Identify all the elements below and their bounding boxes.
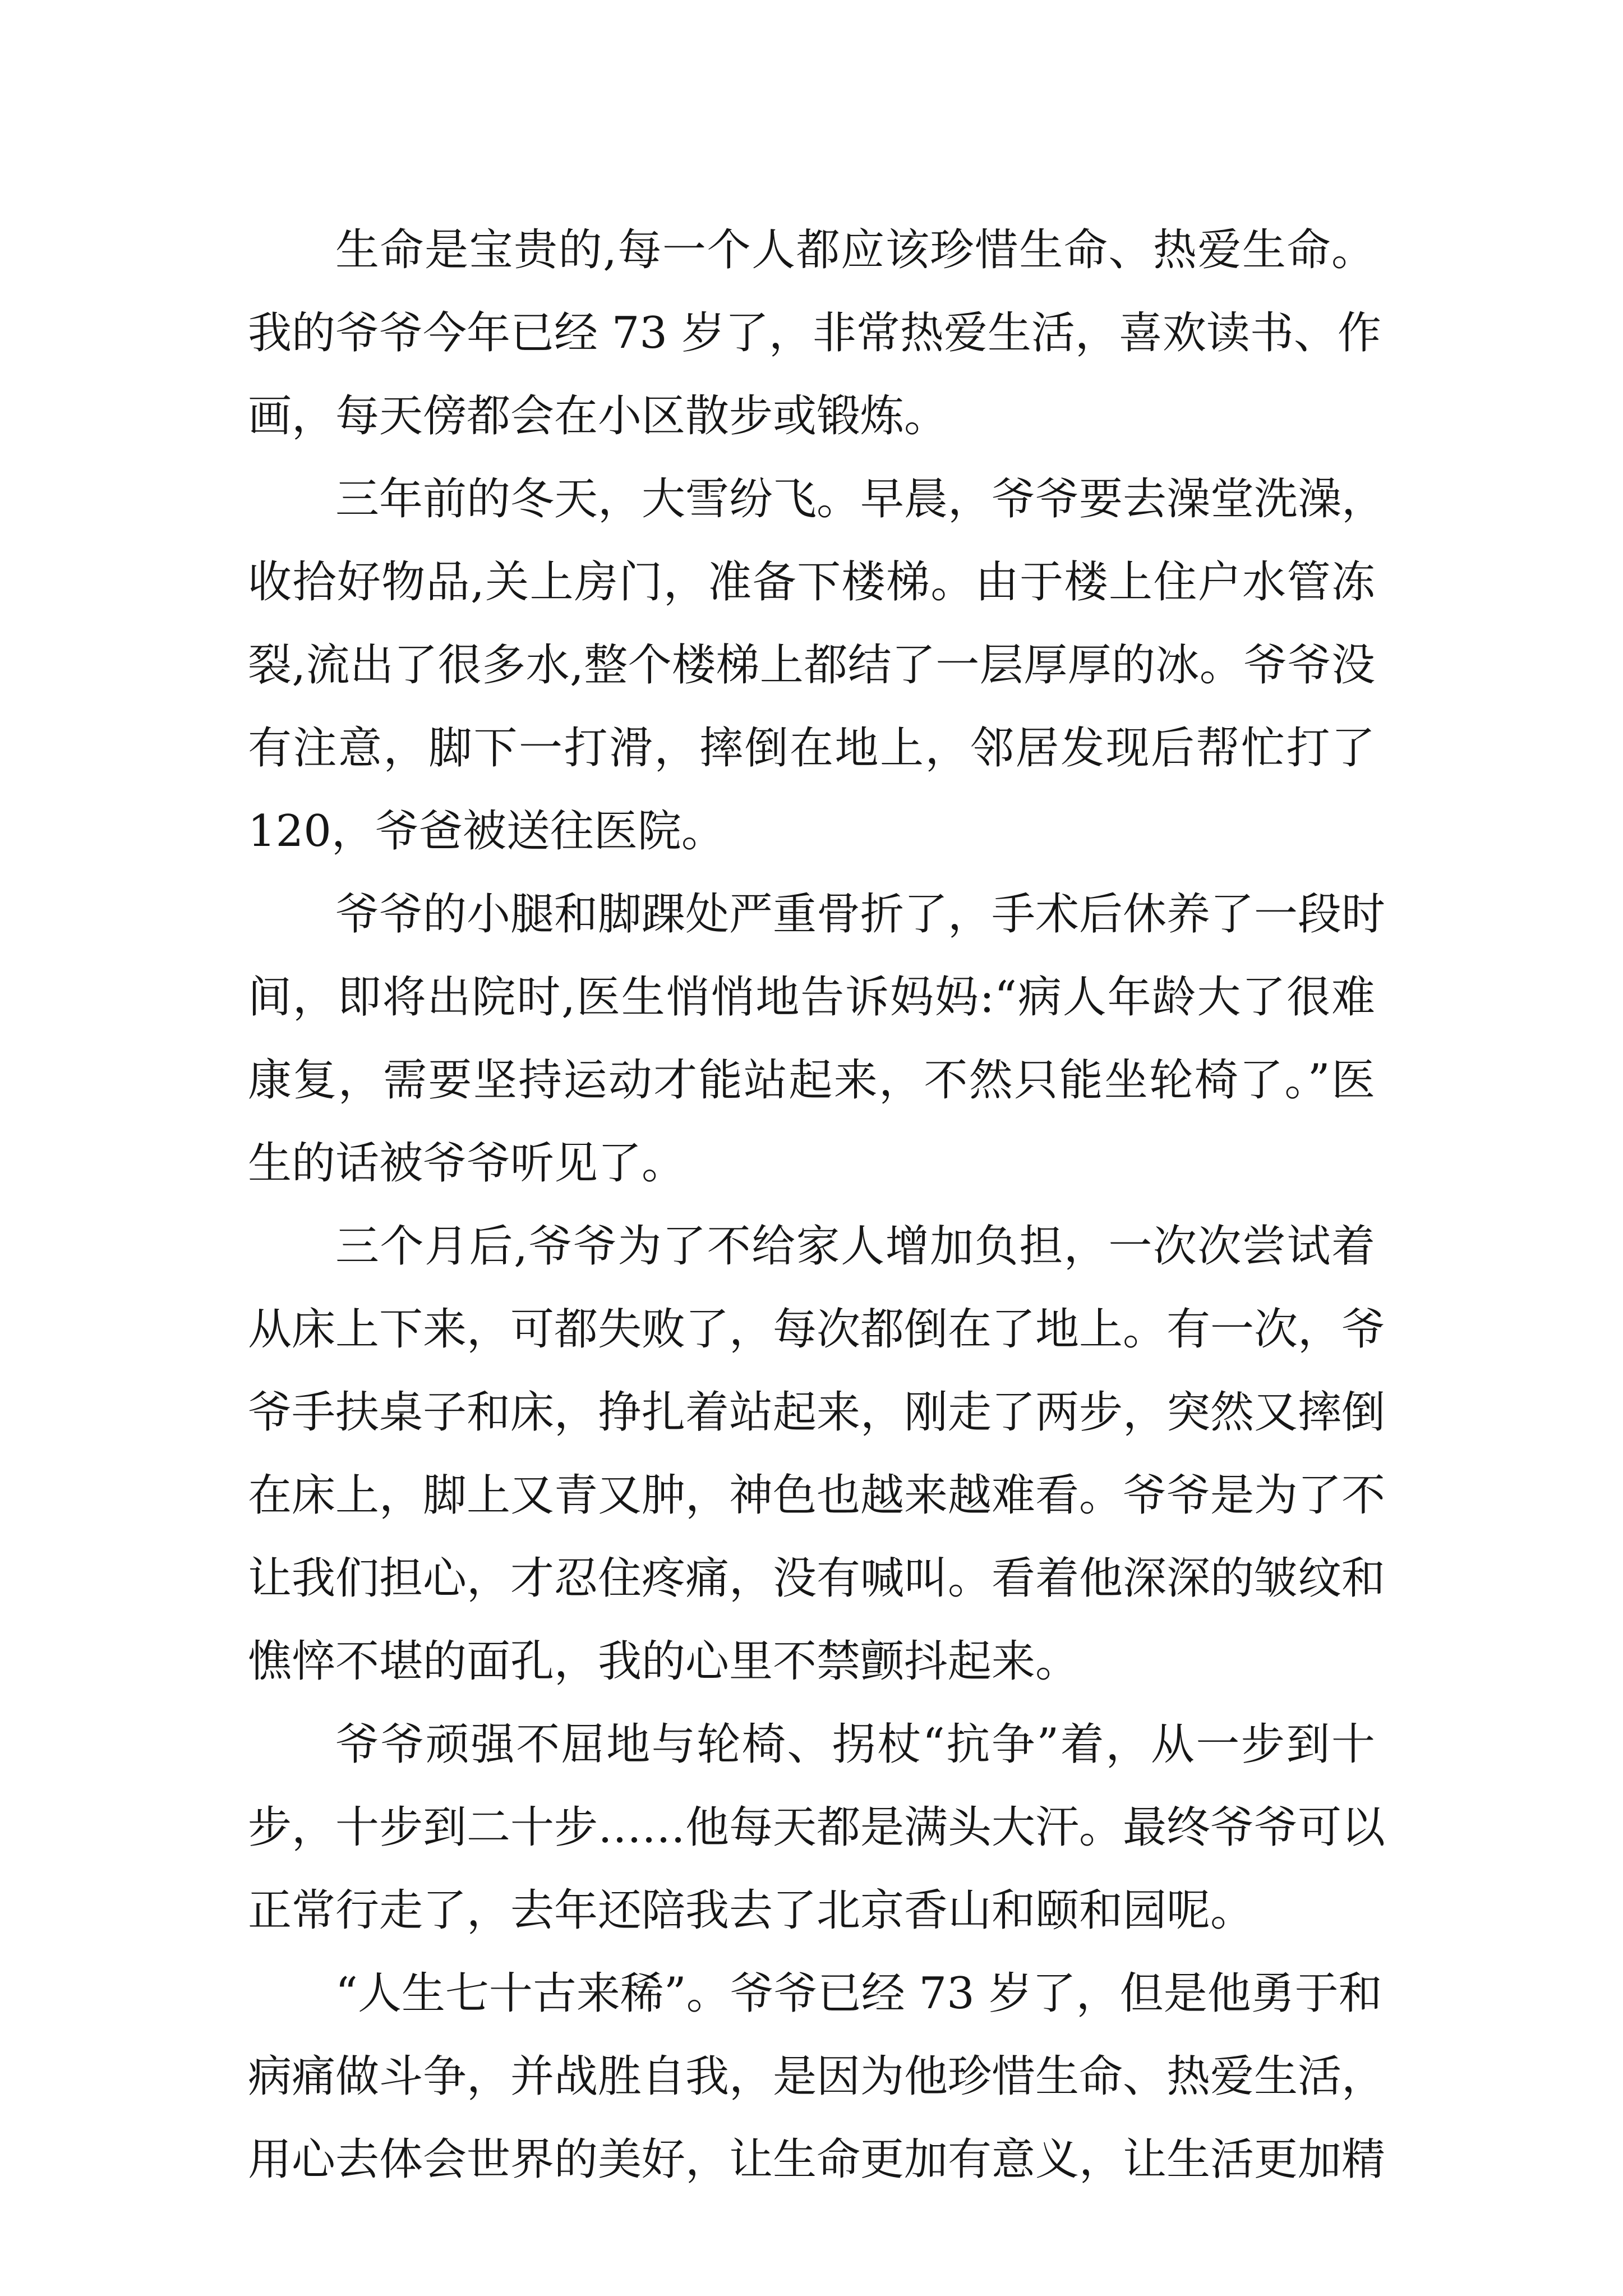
- text-line: 间，即将出院时,医生悄悄地告诉妈妈:“病人年龄大了很难: [248, 972, 1375, 1023]
- body-text: [248, 209, 1386, 2201]
- text-line: 120，爷爸被送往医院。: [248, 806, 725, 857]
- text-line: 收拾好物品,关上房门，准备下楼梯。由于楼上住户水管冻: [248, 557, 1375, 608]
- text-line: 在床上，脚上又青又肿，神色也越来越难看。爷爷是为了不: [248, 1470, 1386, 1521]
- text-line: 爷爷顽强不屈地与轮椅、拐杖“抗争”着，从一步到十: [335, 1719, 1375, 1770]
- paragraph: [248, 458, 1386, 873]
- text-line: 从床上下来，可都失败了，每次都倒在了地上。有一次，爷: [248, 1304, 1386, 1355]
- paragraph: [248, 209, 1381, 458]
- text-line: 有注意，脚下一打滑，摔倒在地上，邻居发现后帮忙打了: [248, 723, 1375, 774]
- text-line: “人生七十古来稀”。爷爷已经 73 岁了，但是他勇于和: [335, 1968, 1382, 2019]
- text-line: 病痛做斗争，并战胜自我，是因为他珍惜生命、热爱生活，: [248, 2051, 1386, 2102]
- paragraph: [248, 873, 1386, 1205]
- paragraph: [248, 1703, 1386, 1952]
- text-line: 憔悴不堪的面孔，我的心里不禁颤抖起来。: [248, 1636, 1080, 1687]
- text-line: 步，十步到二十步……他每天都是满头大汗。最终爷爷可以: [248, 1802, 1386, 1853]
- paragraph: [248, 1205, 1386, 1703]
- text-line: 正常行走了，去年还陪我去了北京香山和颐和园呢。: [248, 1885, 1255, 1936]
- paragraph: [248, 1952, 1386, 2201]
- text-line: 画，每天傍都会在小区散步或锻炼。: [248, 391, 948, 441]
- text-line: 三个月后,爷爷为了不给家人增加负担，一次次尝试着: [335, 1221, 1375, 1272]
- text-line: 生命是宝贵的,每一个人都应该珍惜生命、热爱生命。: [335, 225, 1375, 275]
- text-line: 爷手扶桌子和床，挣扎着站起来，刚走了两步，突然又摔倒: [248, 1387, 1386, 1438]
- text-line: 康复，需要坚持运动才能站起来，不然只能坐轮椅了。”医: [248, 1055, 1375, 1106]
- text-line: 生的话被爷爷听见了。: [248, 1138, 686, 1189]
- text-line: 用心去体会世界的美好，让生命更加有意义，让生活更加精: [248, 2134, 1386, 2185]
- text-line: 爷爷的小腿和脚踝处严重骨折了，手术后休养了一段时: [335, 889, 1386, 940]
- text-line: 裂,流出了很多水,整个楼梯上都结了一层厚厚的冰。爷爷没: [248, 640, 1375, 691]
- text-line: 我的爷爷今年已经 73 岁了，非常热爱生活，喜欢读书、作: [248, 308, 1381, 358]
- text-line: 三年前的冬天，大雪纷飞。早晨，爷爷要去澡堂洗澡，: [335, 474, 1386, 524]
- text-line: 让我们担心，才忍住疼痛，没有喊叫。看着他深深的皱纹和: [248, 1553, 1386, 1604]
